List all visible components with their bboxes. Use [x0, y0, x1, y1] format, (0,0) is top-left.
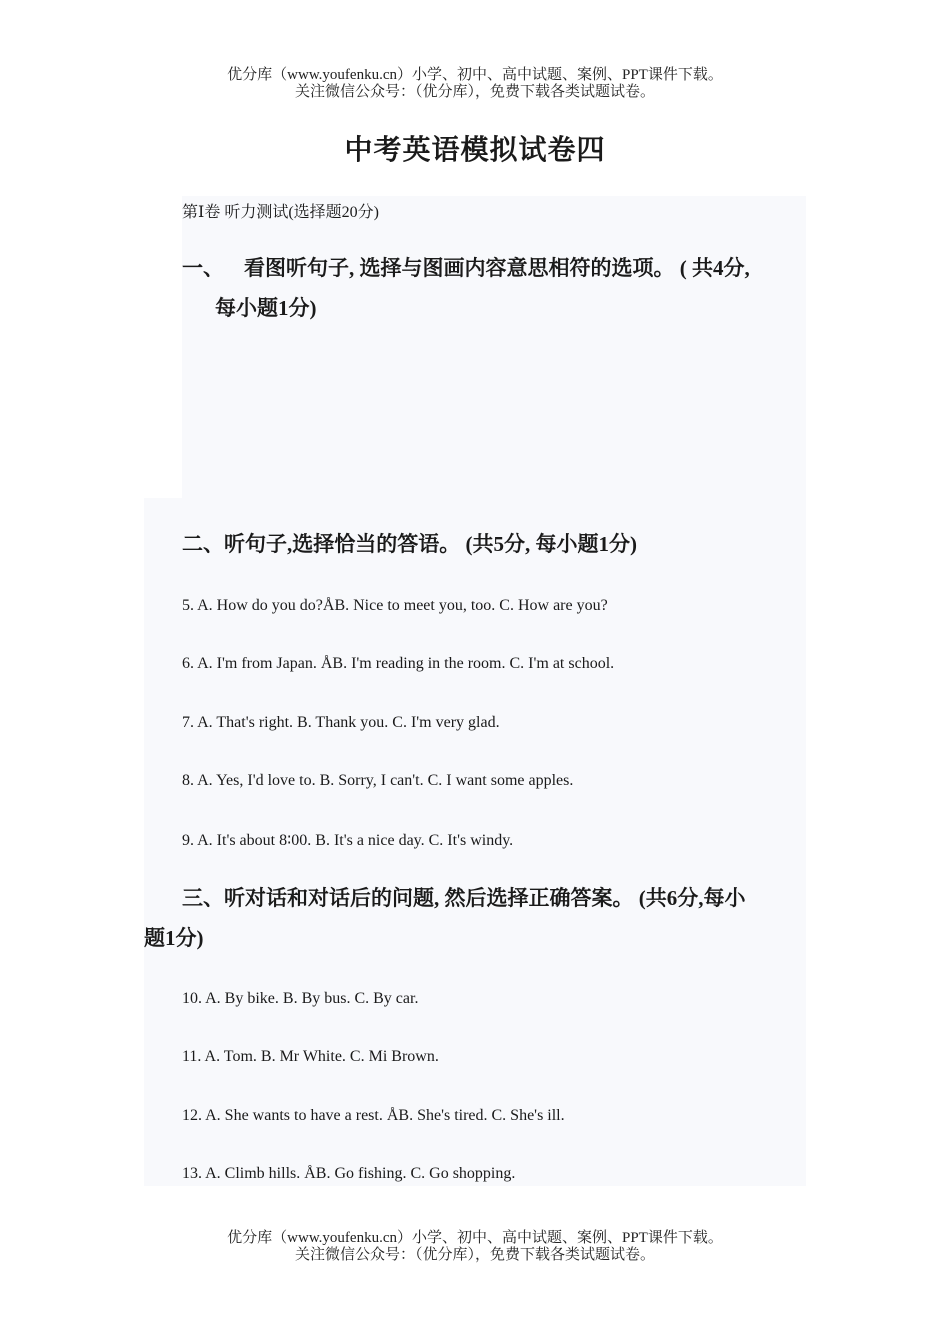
header-line-2: 关注微信公众号：（优分库），免费下载各类试题试卷。	[294, 84, 655, 100]
part-2-heading: 二、听句子,选择恰当的答语。 (共5分, 每小题1分)	[182, 532, 637, 556]
document-title: 中考英语模拟试卷四	[344, 135, 606, 166]
footer-line-1: 优分库（www.youfenku.cn）小学、初中、高中试题、案例、PPT课件下载。	[227, 1230, 723, 1246]
question-9: 9. A. It's about 8∶00. B. It's a nice day. C. It's windy.	[182, 832, 514, 849]
question-11: 11. A. Tom. B. Mr White. C. Mi Brown.	[182, 1048, 439, 1065]
part-3-heading	[144, 878, 804, 958]
question-12: 12. A. She wants to have a rest. ÅB. She's tired. C. She's ill.	[182, 1107, 565, 1124]
part-1-number: 一、	[182, 256, 224, 280]
page-header	[0, 67, 950, 101]
page-footer	[0, 1230, 950, 1264]
part-1-heading	[182, 248, 800, 328]
part-1-heading-line-1: 看图听句子, 选择与图画内容意思相符的选项。 ( 共4分,	[244, 256, 750, 280]
question-6: 6. A. I'm from Japan. ÅB. I'm reading in the room. C. I'm at school.	[182, 655, 615, 672]
content-area	[144, 196, 806, 1186]
footer-line-2: 关注微信公众号：（优分库），免费下载各类试题试卷。	[294, 1247, 655, 1263]
question-7: 7. A. That's right. B. Thank you. C. I'm very glad.	[182, 714, 500, 731]
header-line-1: 优分库（www.youfenku.cn）小学、初中、高中试题、案例、PPT课件下载。	[227, 67, 723, 83]
part-3-heading-line-1: 三、听对话和对话后的问题, 然后选择正确答案。 (共6分,每小	[182, 886, 746, 910]
part-1-heading-line-2: 每小题1分)	[215, 296, 317, 320]
question-10: 10. A. By bike. B. By bus. C. By car.	[182, 990, 419, 1007]
question-13: 13. A. Climb hills. ÅB. Go fishing. C. Go shopping.	[182, 1165, 516, 1182]
question-8: 8. A. Yes, I'd love to. B. Sorry, I can't. C. I want some apples.	[182, 772, 574, 789]
question-5: 5. A. How do you do?ÅB. Nice to meet you, too. C. How are you?	[182, 597, 608, 614]
content-left-margin	[144, 196, 182, 498]
section-label: 第Ⅰ卷 听力测试(选择题20分)	[182, 204, 379, 221]
part-3-heading-line-2: 题1分)	[144, 926, 204, 950]
